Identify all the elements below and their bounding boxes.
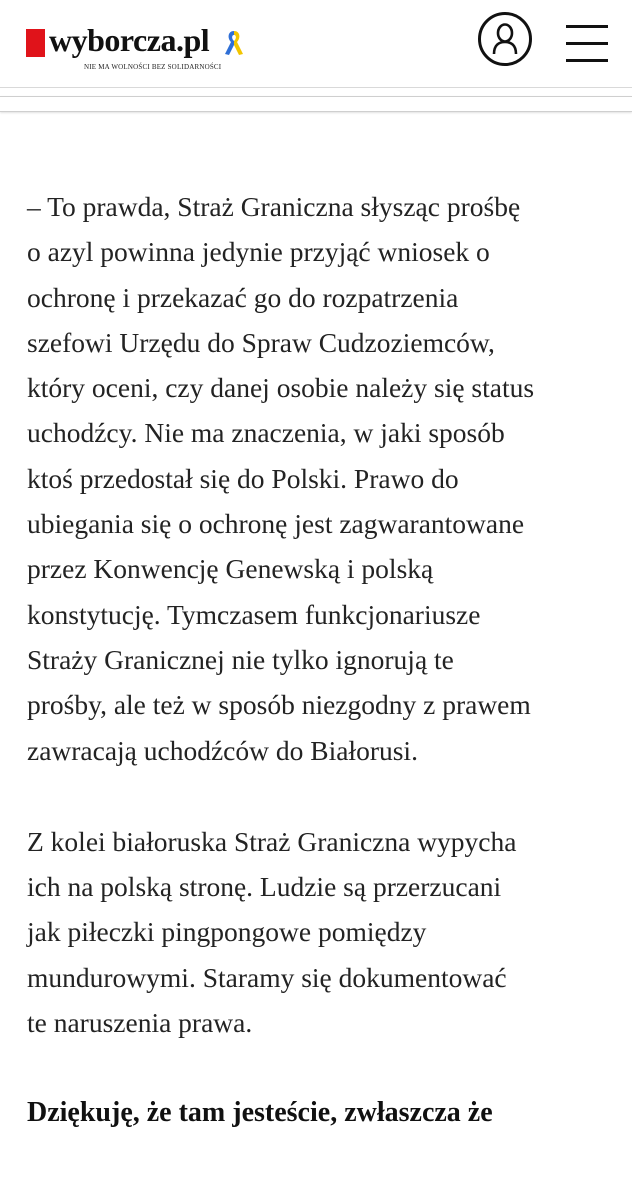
- logo-red-square: [26, 29, 45, 57]
- paragraph-line: uchodźcy. Nie ma znaczenia, w jaki sposób: [27, 417, 505, 449]
- paragraph-line: konstytucję. Tymczasem funkcjonariusze: [27, 598, 481, 630]
- site-header: [0, 0, 632, 88]
- menu-bar: [566, 59, 608, 62]
- paragraph-line: – To prawda, Straż Graniczna słysząc prośbę: [27, 191, 521, 222]
- paragraph-line: Straży Granicznej nie tylko ignorują te: [27, 643, 454, 675]
- paragraph-line: Z kolei białoruska Straż Graniczna wypycha: [27, 825, 517, 857]
- paragraph-line: mundurowymi. Staramy się dokumentować: [27, 961, 507, 993]
- article-body: [27, 184, 617, 1133]
- paragraph-line: ich na polską stronę. Ludzie są przerzucani: [27, 871, 502, 903]
- menu-bar: [566, 42, 608, 45]
- paragraph-line: który oceni, czy danej osobie należy się status: [27, 372, 535, 404]
- paragraph-line: zawracają uchodźców do Białorusi.: [27, 734, 418, 766]
- logo-text: wyborcza.pl: [49, 22, 210, 58]
- paragraph-line: przez Konwencję Genewską i polską: [27, 553, 434, 585]
- article-paragraph: [27, 184, 617, 773]
- article-paragraph: [27, 819, 617, 1045]
- paragraph-line: ktoś przedostał się do Polski. Prawo do: [27, 462, 459, 494]
- paragraph-line: ochronę i przekazać go do rozpatrzenia: [27, 281, 459, 313]
- article-subheading: Dziękuję, że tam jesteście, zwłaszcza że: [27, 1097, 493, 1129]
- menu-bar: [566, 25, 608, 28]
- ukraine-ribbon-icon: [222, 29, 246, 57]
- paragraph-line: te naruszenia prawa.: [27, 1007, 253, 1039]
- paragraph-line: ubiegania się o ochronę jest zagwarantowane: [27, 508, 525, 540]
- paragraph-line: o azyl powinna jedynie przyjąć wniosek o: [27, 236, 490, 268]
- paragraph-line: szefowi Urzędu do Spraw Cudzoziemców,: [27, 326, 495, 358]
- hamburger-menu-icon[interactable]: [566, 25, 608, 63]
- user-icon: [492, 23, 518, 55]
- header-sub-bar: [0, 96, 632, 112]
- paragraph-line: jak piłeczki pingpongowe pomiędzy: [27, 916, 427, 948]
- paragraph-line: prośby, ale też w sposób niezgodny z prawem: [27, 689, 531, 721]
- logo-tagline: NIE MA WOLNOŚCI BEZ SOLIDARNOŚCI: [84, 63, 222, 71]
- user-account-button[interactable]: [478, 12, 532, 66]
